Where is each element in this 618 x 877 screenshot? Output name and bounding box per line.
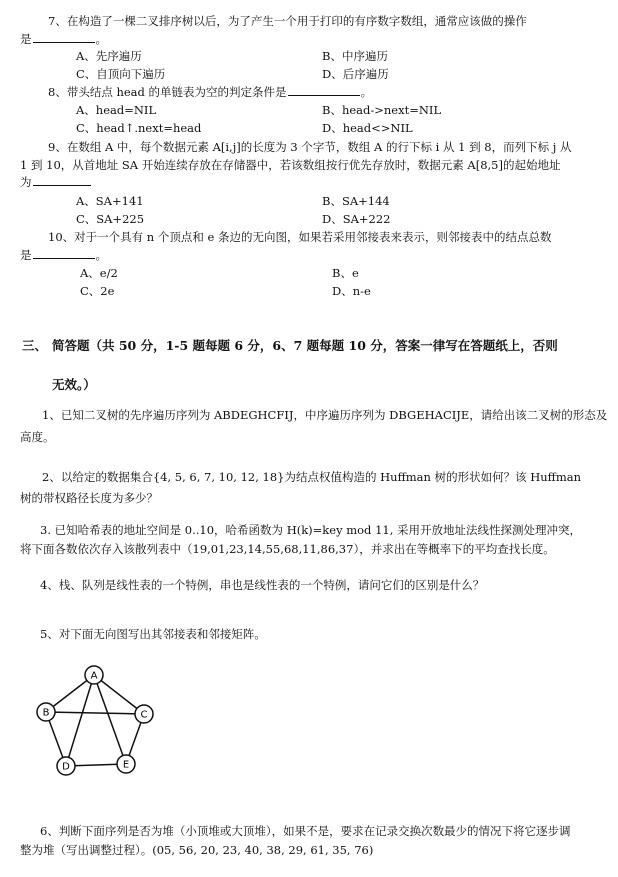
- q10-option-d[interactable]: D、n-e: [332, 284, 371, 298]
- q7-line2: [20, 32, 107, 48]
- q10-prefix: 是: [20, 248, 32, 262]
- q10-line2: [20, 248, 107, 264]
- q7-option-a[interactable]: A、先序遍历: [76, 49, 142, 63]
- s1-line2: 高度。: [20, 430, 55, 444]
- graph-node-a: [85, 666, 103, 684]
- section3-title-line2: 无效。）: [52, 377, 96, 392]
- s5-line1: 5、对下面无向图写出其邻接表和邻接矩阵。: [40, 627, 266, 641]
- q7-line1: 7、在构造了一棵二叉排序树以后，为了产生一个用于打印的有序数字数组，通常应该做的操作: [48, 14, 527, 28]
- q8-prefix: 8、带头结点 head 的单链表为空的判定条件是: [48, 85, 287, 99]
- q9-option-a[interactable]: A、SA+141: [76, 194, 144, 208]
- graph-edge-bc: [46, 712, 144, 714]
- svg-text:E: E: [122, 759, 130, 771]
- graph-node-c: [135, 705, 153, 723]
- q7-option-d[interactable]: D、后序遍历: [322, 67, 389, 81]
- q9-line1: 9、在数组 A 中，每个数据元素 A[i,j]的长度为 3 个字节，数组 A 的行下标 i 从 1 到 8，而列下标 j 从: [48, 140, 572, 154]
- q10-option-c[interactable]: C、2e: [80, 284, 115, 298]
- graph-node-e: [117, 755, 135, 773]
- q10-option-a[interactable]: A、e/2: [80, 266, 118, 280]
- q8-option-a[interactable]: A、head=NIL: [76, 103, 157, 117]
- q9-line3: [20, 175, 92, 191]
- s3-line2: 将下面各数依次存入该散列表中（19,01,23,14,55,68,11,86,37），并求出在等概率下的平均查找长度。: [20, 542, 555, 556]
- svg-text:C: C: [140, 709, 148, 721]
- s2-line1: 2、以给定的数据集合{4, 5, 6, 7, 10, 12, 18}为结点权值构造的 Huffman 树的形状如何？该 Huffman: [42, 470, 581, 484]
- svg-text:B: B: [42, 707, 50, 719]
- graph-node-d: [57, 757, 75, 775]
- q7-suffix: 。: [95, 32, 107, 46]
- s3-line1: 3. 已知哈希表的地址空间是 0..10，哈希函数为 H(k)=key mod 11, 采用开放地址法线性探测处理冲突，: [40, 523, 582, 537]
- q10-suffix: 。: [95, 248, 107, 262]
- s2-line2: 树的带权路径长度为多少？: [20, 491, 158, 505]
- q8-line1: [48, 85, 372, 101]
- undirected-graph: [30, 665, 160, 780]
- q7-answer-blank[interactable]: [33, 42, 95, 43]
- graph-node-b: [37, 703, 55, 721]
- s6-line1: 6、判断下面序列是否为堆（小顶堆或大顶堆），如果不是，要求在记录交换次数最少的情况下将它逐步调: [40, 824, 571, 838]
- svg-text:A: A: [90, 670, 98, 682]
- q8-answer-blank[interactable]: [288, 95, 360, 96]
- q10-option-b[interactable]: B、e: [332, 266, 359, 280]
- q7-option-b[interactable]: B、中序遍历: [322, 49, 388, 63]
- q9-prefix: 为: [20, 175, 32, 189]
- q8-option-c[interactable]: C、head↑.next=head: [76, 121, 202, 135]
- q8-suffix: 。: [360, 85, 373, 99]
- q9-option-b[interactable]: B、SA+144: [322, 194, 390, 208]
- svg-text:D: D: [62, 761, 70, 773]
- graph-edge-ad: [66, 675, 94, 766]
- q9-option-c[interactable]: C、SA+225: [76, 212, 145, 226]
- q7-prefix: 是: [20, 32, 32, 46]
- q7-option-c[interactable]: C、自顶向下遍历: [76, 67, 166, 81]
- s1-line1: 1、已知二叉树的先序遍历序列为 ABDEGHCFIJ，中序遍历序列为 DBGEHACIJE，请给出该二叉树的形态及: [42, 408, 608, 422]
- section3-number: 三、: [22, 338, 48, 353]
- s4-line1: 4、栈、队列是线性表的一个特例，串也是线性表的一个特例，请问它们的区别是什么？: [40, 578, 485, 592]
- q8-option-b[interactable]: B、head->next=NIL: [322, 103, 442, 117]
- q9-line2: 1 到 10，从首地址 SA 开始连续存放在存储器中，若该数组按行优先存放时，数据元素 A[8,5]的起始地址: [20, 158, 561, 172]
- s6-line2: 整为堆（写出调整过程）。(05, 56, 20, 23, 40, 38, 29, 61, 35, 76): [20, 843, 374, 857]
- section3-title-line1: 简答题（共 50 分，1-5 题每题 6 分，6、7 题每题 10 分，答案一律写在答题纸上，否则: [52, 338, 558, 353]
- q8-option-d[interactable]: D、head<>NIL: [322, 121, 413, 135]
- q9-option-d[interactable]: D、SA+222: [322, 212, 391, 226]
- q10-answer-blank[interactable]: [33, 258, 95, 259]
- q10-line1: 10、对于一个具有 n 个顶点和 e 条边的无向图，如果若采用邻接表来表示，则邻接表中的结点总数: [48, 230, 552, 244]
- q9-answer-blank[interactable]: [33, 185, 91, 186]
